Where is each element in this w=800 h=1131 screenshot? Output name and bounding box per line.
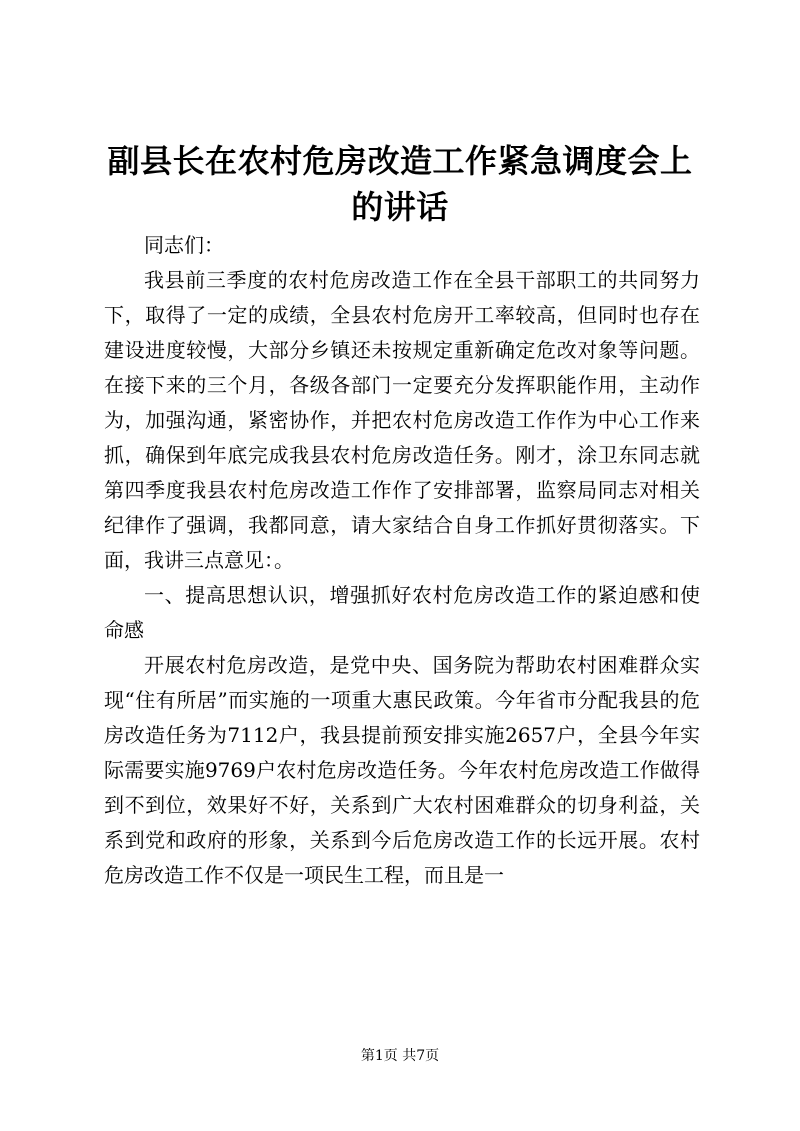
salutation: 同志们：	[144, 233, 224, 257]
section-heading-1: 一、提高思想认识，增强抓好农村危房改造工作的紧迫感和使命感	[104, 583, 700, 642]
document-title: 副县长在农村危房改造工作紧急调度会上的讲话	[107, 142, 693, 226]
page-footer: 第1页 共7页	[360, 1048, 440, 1064]
document-body	[104, 228, 700, 893]
paragraph-section-1: 开展农村危房改造，是党中央、国务院为帮助农村困难群众实现“住有所居”而实施的一项重大惠民政策。今年省市分配我县的危房改造任务为7112户，我县提前预安排实施2657户，全县今年实际需要实施9769户农村危房改造任务。今年农村危房改造工作做得到不到位，效果好不好，关系到广大农村困难群众的切身利益，关系到党和政府的形象，关系到今后危房改造工作的长远开展。农村危房改造工作不仅是一项民生工程，而且是一	[104, 653, 700, 887]
paragraph-intro: 我县前三季度的农村危房改造工作在全县干部职工的共同努力下，取得了一定的成绩，全县农村危房开工率较高，但同时也存在建设进度较慢，大部分乡镇还未按规定重新确定危改对象等问题。在接下来的三个月，各级各部门一定要充分发挥职能作用，主动作为，加强沟通，紧密协作，并把农村危房改造工作作为中心工作来抓，确保到年底完成我县农村危房改造任务。刚才，涂卫东同志就第四季度我县农村危房改造工作作了安排部署，监察局同志对相关纪律作了强调，我都同意，请大家结合自身工作抓好贯彻落实。下面，我讲三点意见：。	[104, 268, 700, 572]
